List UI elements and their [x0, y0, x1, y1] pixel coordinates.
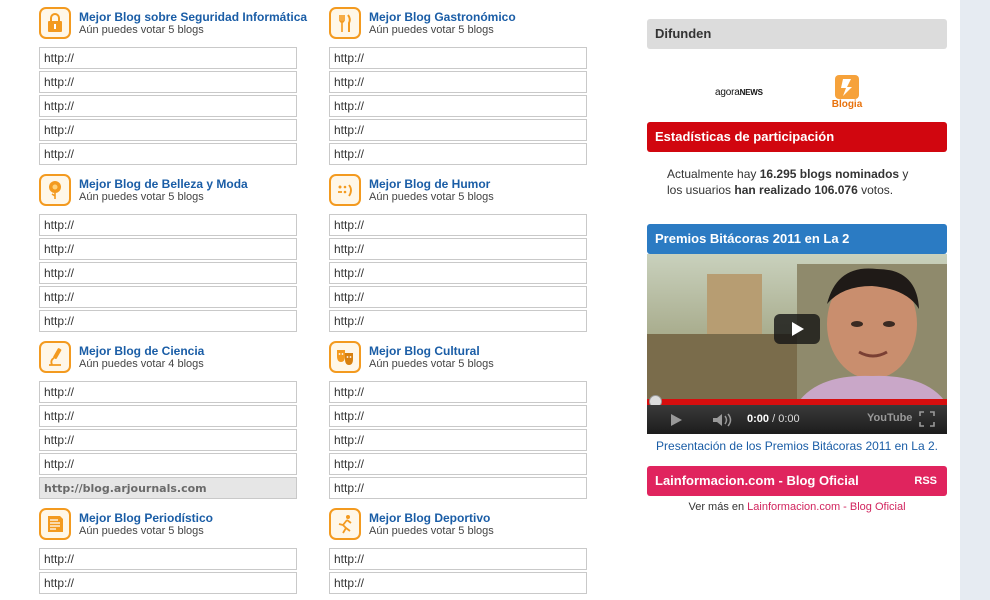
video-play-overlay-button[interactable] [774, 314, 820, 344]
blog-url-input[interactable] [329, 572, 587, 594]
category-belleza [39, 174, 299, 334]
category-title[interactable]: Mejor Blog de Ciencia [79, 344, 205, 358]
category-subtitle: Aún puedes votar 4 blogs [79, 358, 204, 370]
category-ciencia [39, 341, 299, 501]
stats-votes-count: 106.076 [811, 183, 858, 197]
category-gastronomico [329, 7, 589, 167]
blog-url-input[interactable] [39, 572, 297, 594]
blog-url-input[interactable] [329, 214, 587, 236]
video-header: Premios Bitácoras 2011 en La 2 [647, 224, 947, 254]
theater-masks-icon [329, 341, 361, 373]
blog-url-input-filled[interactable] [39, 477, 297, 499]
video-time [747, 413, 800, 425]
page-margin [960, 0, 990, 600]
blog-url-input[interactable] [39, 310, 297, 332]
more-link[interactable]: Lainformacion.com - Blog Oficial [747, 501, 906, 513]
blog-url-input[interactable] [329, 405, 587, 427]
blog-url-input[interactable] [39, 214, 297, 236]
category-periodistico [39, 508, 299, 596]
category-title[interactable]: Mejor Blog Cultural [369, 344, 480, 358]
difunden-header: Difunden [647, 19, 947, 49]
lock-icon [39, 7, 71, 39]
blog-url-input[interactable] [329, 95, 587, 117]
fullscreen-icon[interactable] [919, 411, 935, 427]
blog-url-input[interactable] [329, 262, 587, 284]
blog-url-input[interactable] [39, 405, 297, 427]
youtube-logo[interactable]: YouTube [867, 412, 913, 424]
blog-url-input[interactable] [39, 95, 297, 117]
category-subtitle: Aún puedes votar 5 blogs [369, 358, 494, 370]
category-title[interactable]: Mejor Blog Gastronómico [369, 10, 516, 24]
agoranews-logo[interactable] [715, 87, 763, 98]
blog-url-input[interactable] [39, 548, 297, 570]
category-humor [329, 174, 589, 334]
blog-url-input[interactable] [39, 381, 297, 403]
sponsor-logos [647, 49, 947, 122]
category-subtitle: Aún puedes votar 5 blogs [369, 24, 494, 36]
category-subtitle: Aún puedes votar 5 blogs [79, 525, 204, 537]
category-subtitle: Aún puedes votar 5 blogs [369, 525, 494, 537]
more-line [647, 501, 947, 513]
blog-url-input[interactable] [39, 286, 297, 308]
blog-url-input[interactable] [39, 71, 297, 93]
blog-url-input[interactable] [329, 453, 587, 475]
category-title[interactable]: Mejor Blog Periodístico [79, 511, 214, 525]
stats-blogs-label: blogs nominados [796, 167, 900, 181]
runner-icon [329, 508, 361, 540]
winking-face-icon [329, 174, 361, 206]
rss-link[interactable]: RSS [914, 475, 937, 487]
video-caption-link[interactable]: Presentación de los Premios Bitácoras 2011 en La 2. [656, 439, 938, 453]
stats-blogs-count: 16.295 [759, 167, 797, 181]
blogia-logo[interactable] [827, 75, 867, 110]
fork-knife-icon [329, 7, 361, 39]
blogia-logo-text: Blogia [831, 99, 863, 110]
video-time-current: 0:00 [747, 413, 770, 425]
blog-url-input[interactable] [329, 548, 587, 570]
category-seguridad [39, 7, 308, 167]
category-subtitle: Aún puedes votar 5 blogs [79, 24, 204, 36]
blog-url-input[interactable] [39, 119, 297, 141]
blog-url-input[interactable] [329, 71, 587, 93]
volume-icon[interactable] [712, 413, 734, 427]
blog-url-input[interactable] [39, 143, 297, 165]
stats-text [647, 152, 947, 224]
video-time-separator: / [769, 413, 779, 425]
agoranews-logo-main: agora [715, 87, 740, 98]
blog-url-input[interactable] [329, 238, 587, 260]
blog-url-input[interactable] [39, 429, 297, 451]
blog-url-input[interactable] [329, 477, 587, 499]
stats-header: Estadísticas de participación [647, 122, 947, 152]
category-title[interactable]: Mejor Blog de Humor [369, 177, 491, 191]
category-title[interactable]: Mejor Blog sobre Seguridad Informática [79, 10, 308, 24]
stats-text-5: votos. [857, 183, 894, 197]
stats-text-1: Actualmente hay [667, 167, 760, 181]
video-player[interactable] [647, 254, 947, 434]
blog-oficial-header [647, 466, 947, 496]
blog-url-input[interactable] [39, 453, 297, 475]
blog-oficial-title[interactable]: Lainformacion.com - Blog Oficial [655, 473, 859, 488]
video-time-total: 0:00 [778, 413, 800, 425]
category-cultural [329, 341, 589, 501]
blog-url-input[interactable] [329, 143, 587, 165]
more-prefix: Ver más en [688, 501, 748, 513]
category-deportivo [329, 508, 589, 596]
stats-text-4: han realizado [734, 183, 812, 197]
blog-url-input[interactable] [39, 262, 297, 284]
flower-icon [39, 174, 71, 206]
blog-url-input[interactable] [329, 381, 587, 403]
category-title[interactable]: Mejor Blog Deportivo [369, 511, 491, 525]
category-title[interactable]: Mejor Blog de Belleza y Moda [79, 177, 248, 191]
play-icon [788, 320, 806, 338]
newspaper-icon [39, 508, 71, 540]
blog-url-input[interactable] [329, 119, 587, 141]
microscope-icon [39, 341, 71, 373]
sidebar [647, 19, 947, 513]
stats-text-3: y los usuarios [667, 167, 909, 197]
blog-url-input[interactable] [329, 429, 587, 451]
blog-url-input[interactable] [39, 47, 297, 69]
play-icon[interactable] [669, 413, 683, 427]
agoranews-logo-sub: NEWS [739, 88, 763, 97]
blog-url-input[interactable] [329, 310, 587, 332]
blog-url-input[interactable] [39, 238, 297, 260]
blog-url-input[interactable] [329, 286, 587, 308]
category-subtitle: Aún puedes votar 5 blogs [369, 191, 494, 203]
blog-url-input[interactable] [329, 47, 587, 69]
category-subtitle: Aún puedes votar 5 blogs [79, 191, 204, 203]
video-controls [647, 405, 947, 434]
blogia-mark-icon [835, 75, 859, 99]
